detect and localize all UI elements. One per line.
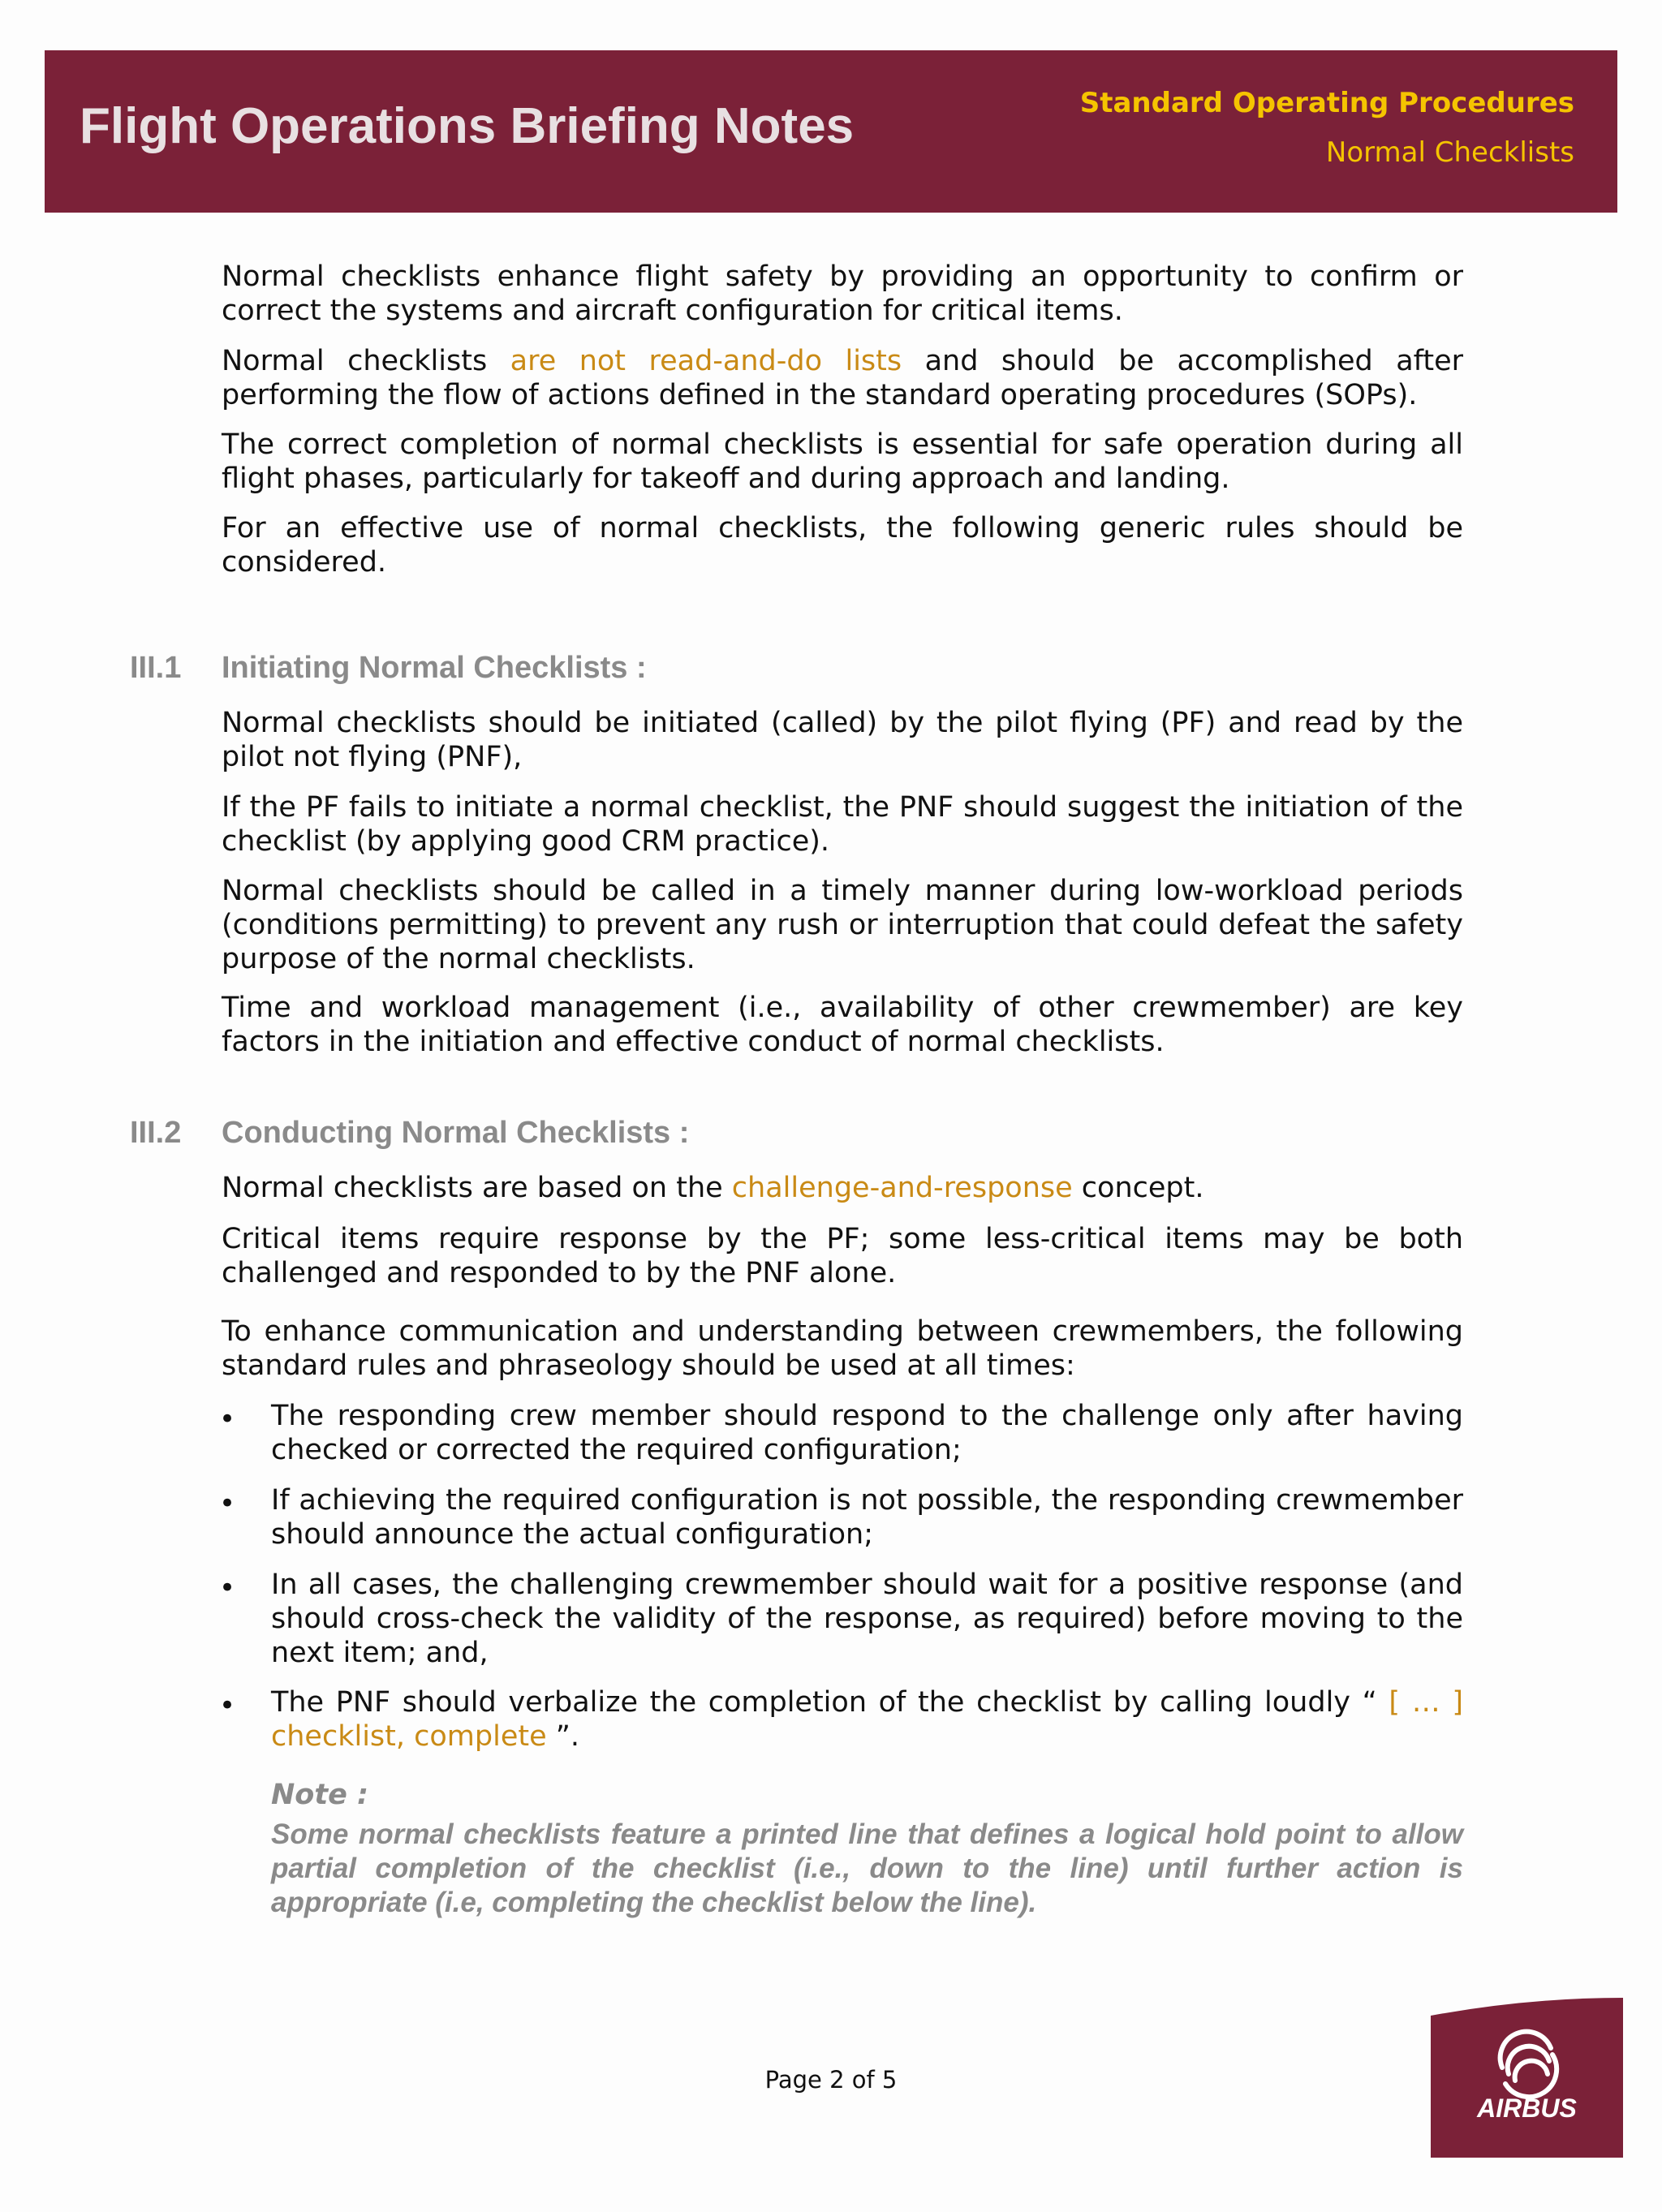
section-paragraph: Normal checklists should be initiated (called) by the pilot flying (PF) and read by the pilot not flying (PNF),	[222, 707, 1463, 773]
section-name: Standard Operating Procedures	[1079, 87, 1574, 119]
list-item: The PNF should verbalize the completion of the checklist by calling loudly “ [ … ] checklist, complete ”.	[271, 1686, 1463, 1753]
logo-badge-icon	[1431, 1998, 1623, 2158]
highlight-text: are not read-and-do lists	[510, 345, 902, 377]
logo-text: AIRBUS	[1477, 2094, 1577, 2123]
bullet-marker: •	[219, 1403, 236, 1435]
highlight-text: challenge-and-response	[731, 1172, 1073, 1204]
section-number: III.2	[130, 1116, 182, 1150]
intro-paragraph: For an effective use of normal checklists, the following generic rules should be considered.	[222, 512, 1463, 579]
topic-name: Normal Checklists	[1325, 136, 1574, 169]
section-paragraph: If the PF fails to initiate a normal checklist, the PNF should suggest the initiation of the checklist (by applying good CRM practice).	[222, 791, 1463, 858]
section-heading: Conducting Normal Checklists :	[222, 1116, 690, 1150]
bullet-marker: •	[219, 1487, 236, 1520]
list-item: The responding crew member should respond to the challenge only after having checked or corrected the required configuration;	[271, 1400, 1463, 1466]
intro-paragraph: Normal checklists are not read-and-do lists and should be accomplished after performing the flow of actions defined in the standard operating procedures (SOPs).	[222, 345, 1463, 411]
section-heading: Initiating Normal Checklists :	[222, 651, 647, 685]
list-item: In all cases, the challenging crewmember should wait for a positive response (and should cross-check the validity of the response, as required) before moving to the next item; and,	[271, 1569, 1463, 1669]
intro-paragraph: The correct completion of normal checklists is essential for safe operation during all flight phases, particularly for takeoff and during approach and landing.	[222, 428, 1463, 495]
list-item: If achieving the required configuration is not possible, the responding crewmember should announce the actual configuration;	[271, 1484, 1463, 1551]
bullet-marker: •	[219, 1689, 236, 1722]
section-paragraph: Time and workload management (i.e., availability of other crewmember) are key factors in the initiation and effective conduct of normal checklists.	[222, 992, 1463, 1058]
note-label: Note :	[271, 1779, 368, 1811]
highlight-text: [ … ] checklist, complete	[271, 1686, 1463, 1753]
section-number: III.1	[130, 651, 182, 685]
intro-paragraph: Normal checklists enhance flight safety by providing an opportunity to confirm or correct the systems and aircraft configuration for critical items.	[222, 260, 1463, 327]
header-banner	[45, 50, 1617, 213]
section-paragraph: Normal checklists should be called in a timely manner during low-workload periods (conditions permitting) to prevent any rush or interruption that could defeat the safety purpose of the normal checklists.	[222, 875, 1463, 975]
note-text: Some normal checklists feature a printed line that defines a logical hold point to allow partial completion of the checklist (i.e., down to the line) until further action is appropriate (i.e, completing the checklist below the line).	[271, 1818, 1463, 1918]
section-paragraph: To enhance communication and understanding between crewmembers, the following standard rules and phraseology should be used at all times:	[222, 1315, 1463, 1382]
section-paragraph: Critical items require response by the PF; some less-critical items may be both challenged and responded to by the PNF alone.	[222, 1223, 1463, 1289]
section-paragraph: Normal checklists are based on the challenge-and-response concept.	[222, 1172, 1204, 1204]
airbus-logo	[1431, 1998, 1623, 2158]
page-number: Page 2 of 5	[764, 2066, 898, 2094]
document-title: Flight Operations Briefing Notes	[80, 98, 855, 154]
bullet-marker: •	[219, 1572, 236, 1604]
